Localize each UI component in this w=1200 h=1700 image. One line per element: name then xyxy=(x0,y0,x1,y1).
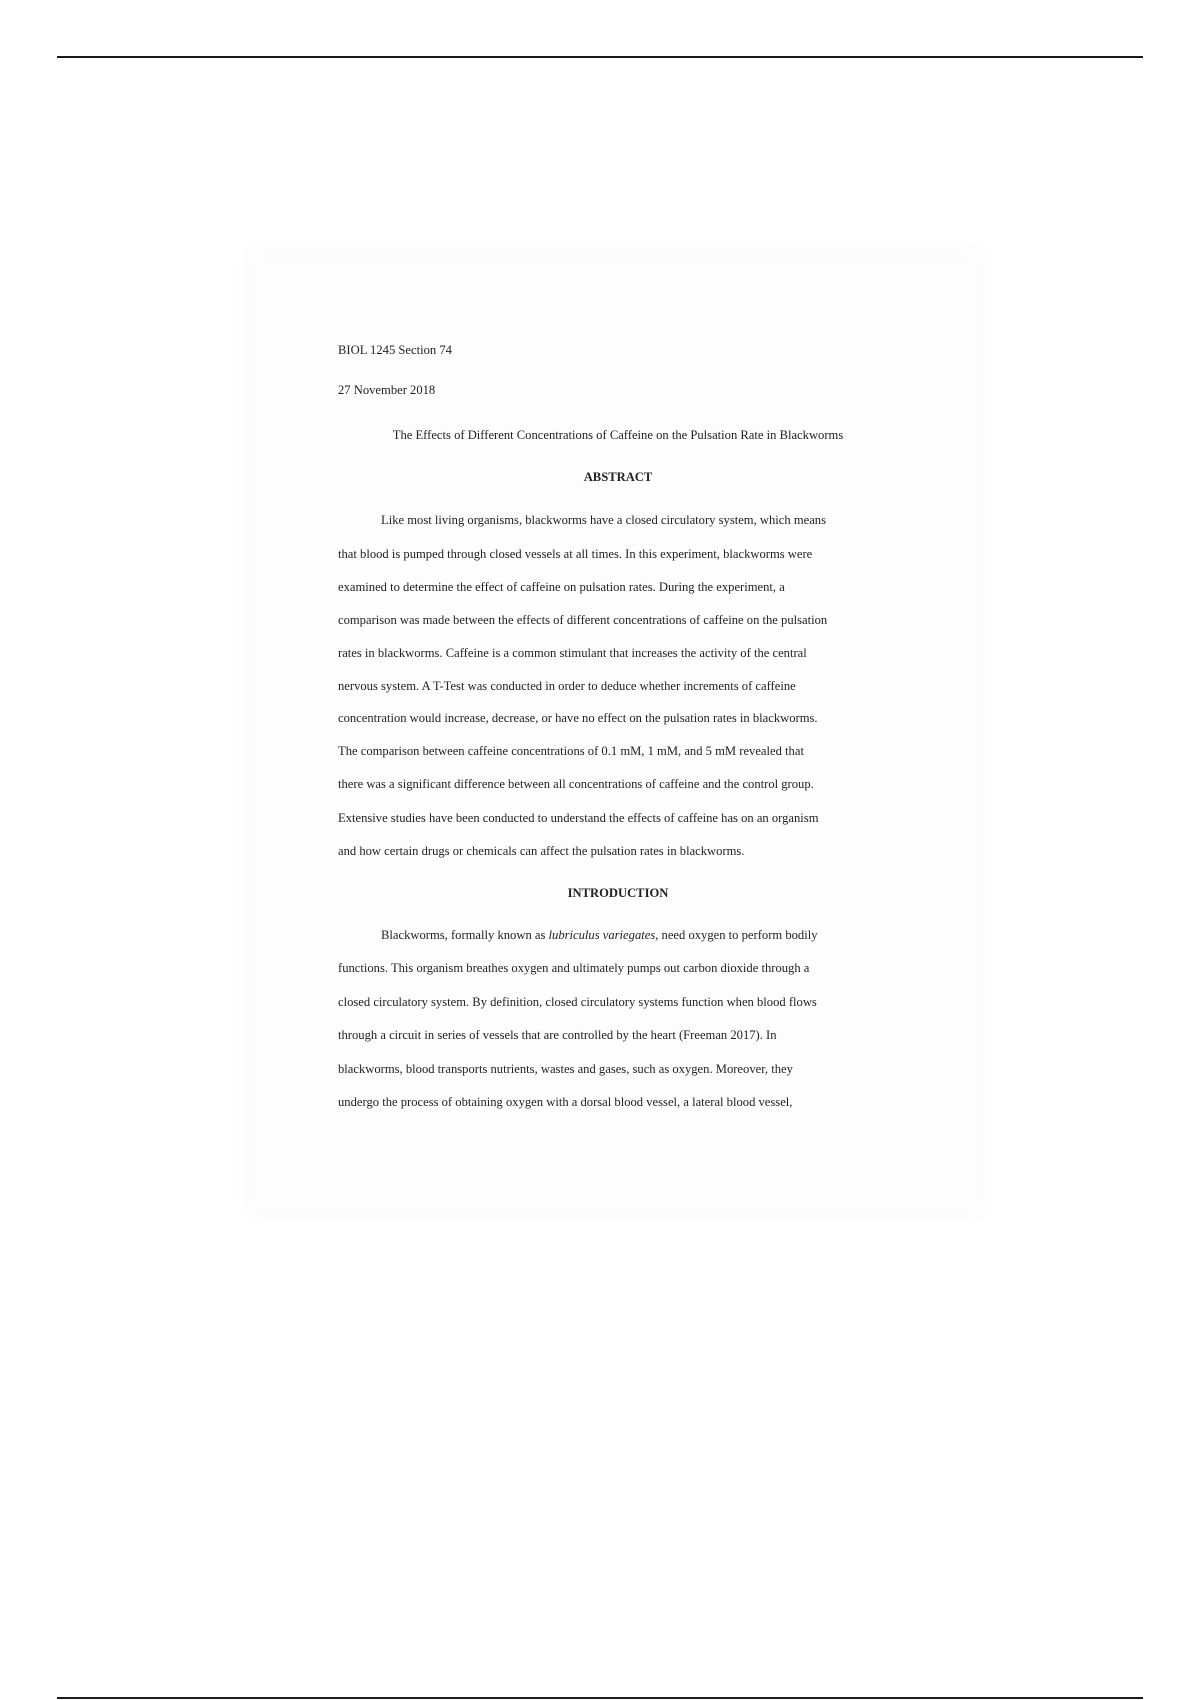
abstract-line: there was a significant difference between all concentrations of caffeine and the control group. xyxy=(338,777,814,791)
introduction-heading: INTRODUCTION xyxy=(567,886,669,900)
abstract-line: that blood is pumped through closed vessels at all times. In this experiment, blackworms were xyxy=(338,547,813,561)
species-name: lubriculus variegates, xyxy=(548,928,659,942)
abstract-line: Extensive studies have been conducted to understand the effects of caffeine has on an organism xyxy=(338,811,819,825)
abstract-line: rates in blackworms. Caffeine is a common stimulant that increases the activity of the central xyxy=(338,646,807,660)
abstract-line: and how certain drugs or chemicals can affect the pulsation rates in blackworms. xyxy=(338,844,745,858)
intro-text-prefix: Blackworms, formally known as xyxy=(381,928,549,942)
abstract-line: nervous system. A T-Test was conducted in order to deduce whether increments of caffeine xyxy=(338,679,796,693)
abstract-heading: ABSTRACT xyxy=(583,470,653,484)
abstract-line: examined to determine the effect of caffeine on pulsation rates. During the experiment, a xyxy=(338,580,785,594)
introduction-line: undergo the process of obtaining oxygen with a dorsal blood vessel, a lateral blood vessel, xyxy=(338,1095,793,1109)
top-rule xyxy=(57,56,1143,58)
introduction-line: functions. This organism breathes oxygen and ultimately pumps out carbon dioxide through a xyxy=(338,961,810,975)
course-line: BIOL 1245 Section 74 xyxy=(338,343,452,357)
paper-title: The Effects of Different Concentrations of Caffeine on the Pulsation Rate in Blackworms xyxy=(392,428,844,442)
introduction-first-line xyxy=(381,928,818,943)
introduction-line: blackworms, blood transports nutrients, wastes and gases, such as oxygen. Moreover, they xyxy=(338,1062,793,1076)
abstract-line: The comparison between caffeine concentrations of 0.1 mM, 1 mM, and 5 mM revealed that xyxy=(338,744,804,758)
introduction-line: closed circulatory system. By definition, closed circulatory systems function when blood flows xyxy=(338,995,817,1009)
date-line: 27 November 2018 xyxy=(338,383,436,397)
bottom-rule xyxy=(57,1697,1143,1699)
abstract-line: comparison was made between the effects of different concentrations of caffeine on the pulsation xyxy=(338,613,828,627)
abstract-line: concentration would increase, decrease, or have no effect on the pulsation rates in blackworms. xyxy=(338,711,818,725)
introduction-line: through a circuit in series of vessels that are controlled by the heart (Freeman 2017). In xyxy=(338,1028,777,1042)
intro-text-suffix: need oxygen to perform bodily xyxy=(658,928,818,942)
abstract-line: Like most living organisms, blackworms have a closed circulatory system, which means xyxy=(381,513,826,527)
